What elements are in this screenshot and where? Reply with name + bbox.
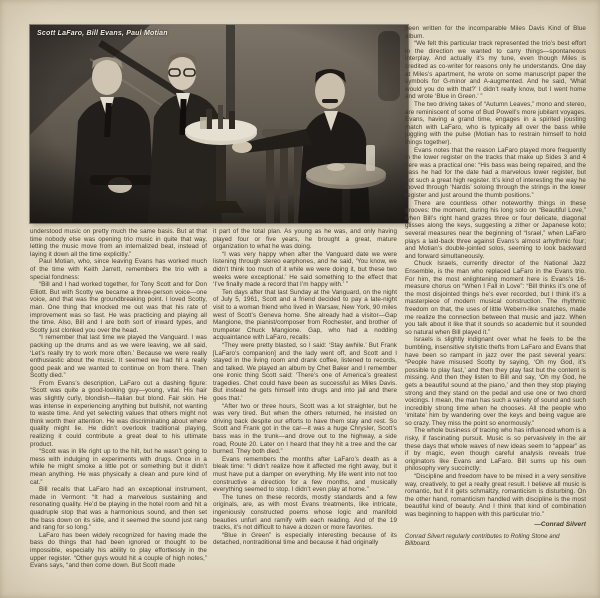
paragraph: Chuck Israels, currently director of the National Jazz Ensemble, is the man who replaced LaFaro in the Evans trio. For him, the most enlightening moment here is Evans’s 16-measure chorus on “When I Fall in Love”: “Bill thinks it’s one of the most disjointed things he’s ever recorded, but I think it’s a masterpiece of modern musical construction. The rhythmic freedom on that, the uses of little Webern-like snatches, made me realize the connection between that music and jazz. When you talk about it like that it sounds so academic but it sounded so natural when Bill played it.” (405, 260, 586, 336)
paragraph: it part of the total plan. As young as he was, and only having played four or five years, he brought a great, mature organization to what he was doing. (213, 228, 397, 251)
paragraph: understood music on pretty much the same basis. But at that time nobody else was opening trio music in quite that way, letting the music move from an internalized beat, instead of laying it down all the time explicitly.” (30, 228, 207, 258)
paragraph: There are countless other noteworthy things in these grooves: the moment, during his long solo on “Beautiful Love,” when Bill’s right hand grazes three or four delicate, diagonal glisses along the keys, suggesting a zither or Japanese koto; several measures near the beginning of “Israel,” when LaFaro plays a laid-back three against Evans’s almost arhythmic four; and Motian’s double-jointed solos, seeming to look backward and forward simultaneously. (405, 199, 586, 260)
paragraph: The whole business of tracing who has influenced whom is a risky, if fascinating pursuit. Music is so pervasively in the air these days that whole waves of new ideas seem to “appear” as if by magic, even though careful analysis reveals true originators like Evans and LaFaro. Bill sums up his own philosophy very succinctly: (405, 427, 586, 473)
paragraph: “Bill and I had worked together, for Tony Scott and for Don Elliott. But with Scotty we became a three-person voice—one voice, and that was the groundbreaking point. I loved Scotty, man. One thing that knocked me out was that his rate of improvement was so fast. He was practicing and playing all the time. Also, Bill and I are both sort of inward types, and Scotty just clonked you over the head. (30, 281, 207, 334)
trio-photo-illustration (30, 25, 408, 223)
paragraph: been written for the incomparable Miles Davis Kind of Blue album. (405, 25, 586, 40)
paragraph: “We felt this particular track represented the trio’s best effort in the direction we wanted to carry things—spontaneous interplay. And actually it’s my tune, even though Miles is credited as co-writer for reasons only he understands. One day at Miles’s apartment, he wrote on some manuscript paper the symbols for G-minor and A-augmented. And he said, ‘What would you do with that?’ I didn’t really know, but I went home and wrote ‘Blue in Green.’ ” (405, 40, 586, 101)
paragraph: Evans remembers the months after LaFaro’s death as a bleak time: “I didn’t realize how it affected me right away, but it must have put a damper on everything. My life went into not too constructive a direction for a few months, and musically everything seemed to stop. I didn’t even play at home.” (213, 455, 397, 494)
paragraph: Paul Motian, who, since leaving Evans has worked much of the time with Keith Jarrett, remembers the trio with a special fondness: (30, 258, 207, 281)
paragraph: LaFaro has been widely recognized for having made the bass do things that had been ignored or thought to be impossible, especially his ability to play effortlessly in the upper register. “Other guys would hit a couple of high notes,” Evans says, “and then come down. But Scott made (30, 531, 207, 570)
paragraph: Israels is slightly indignant over what he feels to be the bumbling, insensitive stylistic thefts from LaFaro and Evans that have been so rampant in jazz over the past several years: “People have misused Scotty by saying, ‘Oh my God, it’s possible to play fast,’ and then they play fast but the content is missing. And then they listen to Bill and say, ‘Oh my God, he gets a beautiful sound at the piano,’ and then they stop playing strong and they stand on the pedal and use one or two chord voicings. I mean, the man has such a variety of sound and such incredibly strong time when he chooses. All the people who ‘imitate’ him by wandering over the keys and being vague are so crazy. They miss the point so enormously.” (405, 336, 586, 427)
paragraph: “After two or three hours, Scott was a lot straighter, but he was very tired. But when the others returned, he insisted on driving back despite our efforts to have them stay and rest. So Scott and Frank got in the car—it was a huge Chrysler, Scott’s bass was in the trunk—and drove out to the highway, a side road, Route 20. Later on I heard that they hit a tree and the car burned. They both died.” (213, 402, 397, 456)
paragraph: The two driving takes of “Autumn Leaves,” mono and stereo, are reminiscent of some of Bud Powell’s more jubilant voyages. Evans, having a grand time, engages in a spirited jousting match with LaFaro, who is typically all over the bass while juggling with the pulse (Motian has to restrain himself to hold things together). (405, 100, 586, 146)
paragraph: Ten days after that last Sunday at the Vanguard, on the night of July 5, 1961, Scott and a friend decided to pay a late-night visit to a woman friend who lived in Warsaw, New York, 90 miles west of Scott’s Geneva home. She already had a visitor—Gap Mangione, the pianist/composer from Rochester, and brother of trumpeter Chuck Mangione. Gap, who had a nodding acquaintance with LaFaro, recalls: (213, 288, 397, 342)
paragraph: Evans notes that the reason LaFaro played more frequently in the lower register on the tracks that make up Sides 3 and 4 here was a practical one: “His bass was being repaired, and the bass he had for the date had a marvelous lower register, but not such a great high register. It’s kind of interesting the way he moved through ‘Nardis’ soloing through the strings in the lower register and just around the thumb positions.” (405, 146, 586, 200)
paragraph: “Discipline and freedom have to be mixed in a very sensitive way, creatively, to get a really great result. I believe all music is romantic, but if it gets schmaltzy, romanticism is disturbing. On the other hand, romanticism handled with discipline is the most beautiful kind of beauty. And I think that kind of combination was beginning to happen with this particular trio.” (405, 473, 586, 518)
paragraph: “Blue in Green” is especially interesting because of its detached, nontraditional time and because it had originally (213, 531, 397, 547)
text-column-middle (213, 228, 397, 547)
paragraph: From Evans’s description, LaFaro cut a dashing figure: “Scott was quite a good-looking guy—young, vital. His hair was slightly curly, blondish—Italian but blond. Fair skin. He was intense in experiencing anything but bullshit, not wanting to waste time. And yet selecting values that others might not think worth their attention. He was discriminating about where quality might lie. He didn’t overlook traditional playing, realizing it could contribute a great deal to his ultimate product. (30, 379, 207, 448)
photo-caption: Scott LaFaro, Bill Evans, Paul Motian (37, 30, 168, 37)
paragraph: “They were pretty blasted, so I said: ‘Stay awhile.’ But Frank [LaFaro’s companion] and the lady went off, and Scott and I stayed in the living room and drank coffee, listened to records, and talked. We played an album by Chet Baker and I remember one ironic thing Scott said: ‘There’s one of America’s greatest tragedies. Chet could have been as successful as Miles Davis. But instead he gets himself into drugs and into jail and there goes that.’ (213, 341, 397, 403)
text-column-right-paragraphs (405, 25, 586, 519)
paragraph: “I was very happy when after the Vanguard date we were listening through stereo earphones, and he said, ‘You know, we didn’t think too much of it while we were doing it, but these two weeks were exceptional.’ He said something to the effect that ‘I’ve finally made a record that I’m happy with.’ ” (213, 250, 397, 289)
paragraph: Bill recalls that LaFaro had an exceptional instrument, made in Vermont: “It had a marvelous sustaining and resonating quality. He’d be playing in the hotel room and hit a quadruple stop that was a harmonious sound, and then set the bass down on its side, and it seemed the sound just rang and rang for so long.” (30, 486, 207, 532)
text-column-left (30, 228, 207, 570)
paragraph: The tunes on these records, mostly standards and a few originals, are, as with most Evans treatments, like intricate, ingeniously constructed poems whose logic and manifold beauties unfurl and ramify with each reading. And of the 19 tracks, it’s not difficult to have a dozen or more favorites. (213, 493, 397, 532)
photo-vignette (30, 25, 408, 223)
paragraph: “I remember that last time we played the Vanguard. I was packing up the drums and as we were leaving, we all said, ‘Let’s really try to work more often.’ Because we were really enthusiastic about the music. It seemed we had hit a really good peak and we wanted to continue on from there. Then Scotty died.” (30, 334, 207, 380)
author-signature: —Conrad Silvert (534, 520, 586, 528)
paragraph: “Scott was in life right up to the hilt, but he wasn’t going to mess with indulging in experiments with drugs. Once in a while he might smoke a little pot or something but it didn’t mean anything. He was physically a clean and pure kind of cat.” (30, 448, 207, 486)
text-column-right (405, 25, 586, 548)
trio-photo (30, 25, 408, 223)
author-credit-line: Conrad Silvert regularly contributes to Rolling Stone and Billboard. (405, 532, 560, 548)
